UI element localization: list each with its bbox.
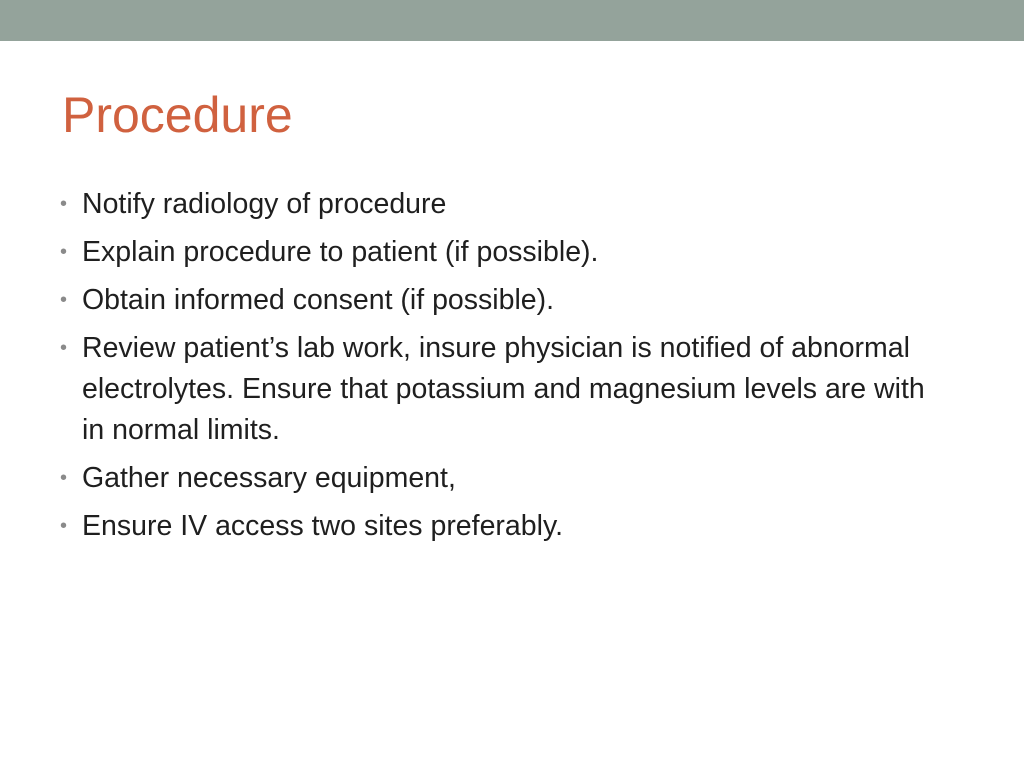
bullet-list: [58, 184, 948, 554]
bullet-item: [58, 280, 948, 321]
bullet-item: [58, 458, 948, 499]
bullet-icon: •: [60, 193, 68, 215]
bullet-text: Gather necessary equipment,: [82, 462, 456, 494]
bullet-icon: •: [60, 515, 68, 537]
bullet-text: Notify radiology of procedure: [82, 188, 447, 220]
slide-title: Procedure: [62, 87, 293, 143]
bullet-icon: •: [60, 467, 68, 489]
bullet-item: [58, 184, 948, 225]
bullet-icon: •: [60, 289, 68, 311]
bullet-icon: •: [60, 337, 68, 359]
bullet-text: Review patient’s lab work, insure physician is notified of abnormal electrolytes. Ensure that potassium and magnesium levels are with in normal limits.: [82, 332, 925, 446]
bullet-item: [58, 232, 948, 273]
bullet-text: Explain procedure to patient (if possible).: [82, 236, 599, 268]
bullet-item: [58, 328, 948, 451]
bullet-item: [58, 506, 948, 547]
bullet-text: Obtain informed consent (if possible).: [82, 284, 555, 316]
bullet-icon: •: [60, 241, 68, 263]
bullet-text: Ensure IV access two sites preferably.: [82, 510, 564, 542]
top-accent-band: [0, 0, 1024, 41]
